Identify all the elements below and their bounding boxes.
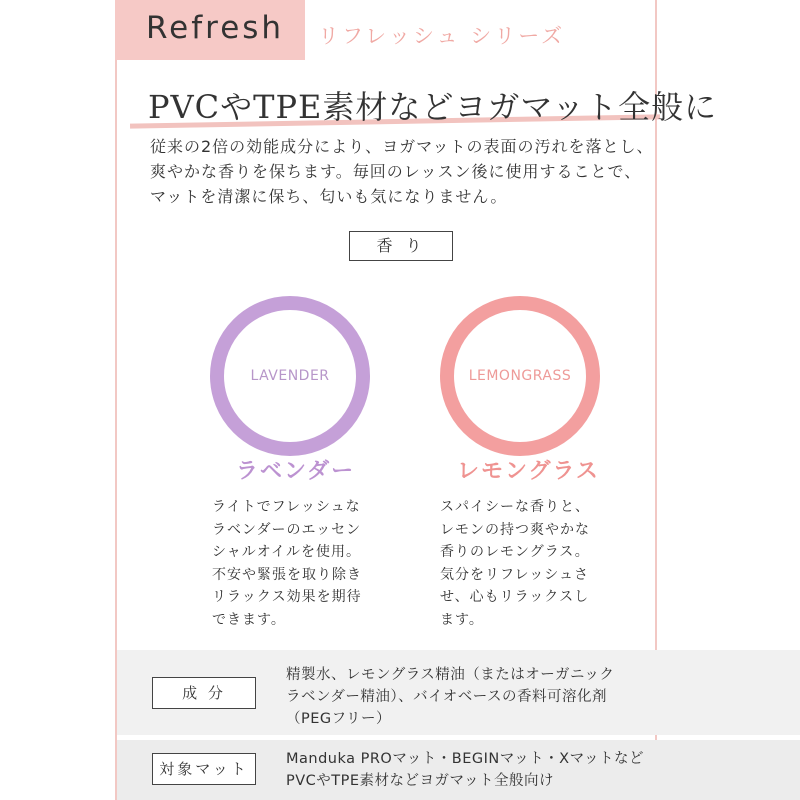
lemongrass-ring: [440, 296, 600, 456]
ingredients-text: 精製水、レモングラス精油（またはオーガニック ラベンダー精油）、バイオベースの香料可溶化剤 （PEGフリー）: [286, 667, 615, 727]
lemongrass-ring-label: LEMONGRASS: [468, 368, 572, 384]
lemongrass-name: レモングラス: [457, 459, 600, 484]
scent-label: 香 り: [349, 231, 453, 261]
lavender-ring: [210, 296, 370, 456]
lavender-ring-label: LAVENDER: [250, 368, 330, 384]
lemongrass-description: スパイシーな香りと、 レモンの持つ爽やかな 香りのレモングラス。 気分をリフレッシュさ せ、心もリラックスし ます。: [440, 499, 590, 628]
target-mats-label: 対象マット: [152, 753, 256, 785]
target-mats-text: Manduka PROマット・BEGINマット・Xマットなど PVCやTPE素材などヨガマット全般向け: [286, 751, 645, 789]
headline: PVCやTPE素材などヨガマット全般に: [148, 88, 718, 126]
ingredients-label: 成 分: [152, 677, 256, 709]
header-series: リフレッシュ シリーズ: [318, 24, 566, 48]
header-title: Refresh: [146, 10, 285, 46]
lavender-name: ラベンダー: [236, 459, 356, 484]
intro-text: 従来の2倍の効能成分により、ヨガマットの表面の汚れを落とし、爽やかな香りを保ちます。毎回のレッスン後に使用することで、マットを清潔に保ち、匂いも気になりません。: [150, 137, 654, 206]
lavender-description: ライトでフレッシュな ラベンダーのエッセン シャルオイルを使用。 不安や緊張を取り除き リラックス効果を期待 できます。: [212, 499, 362, 628]
